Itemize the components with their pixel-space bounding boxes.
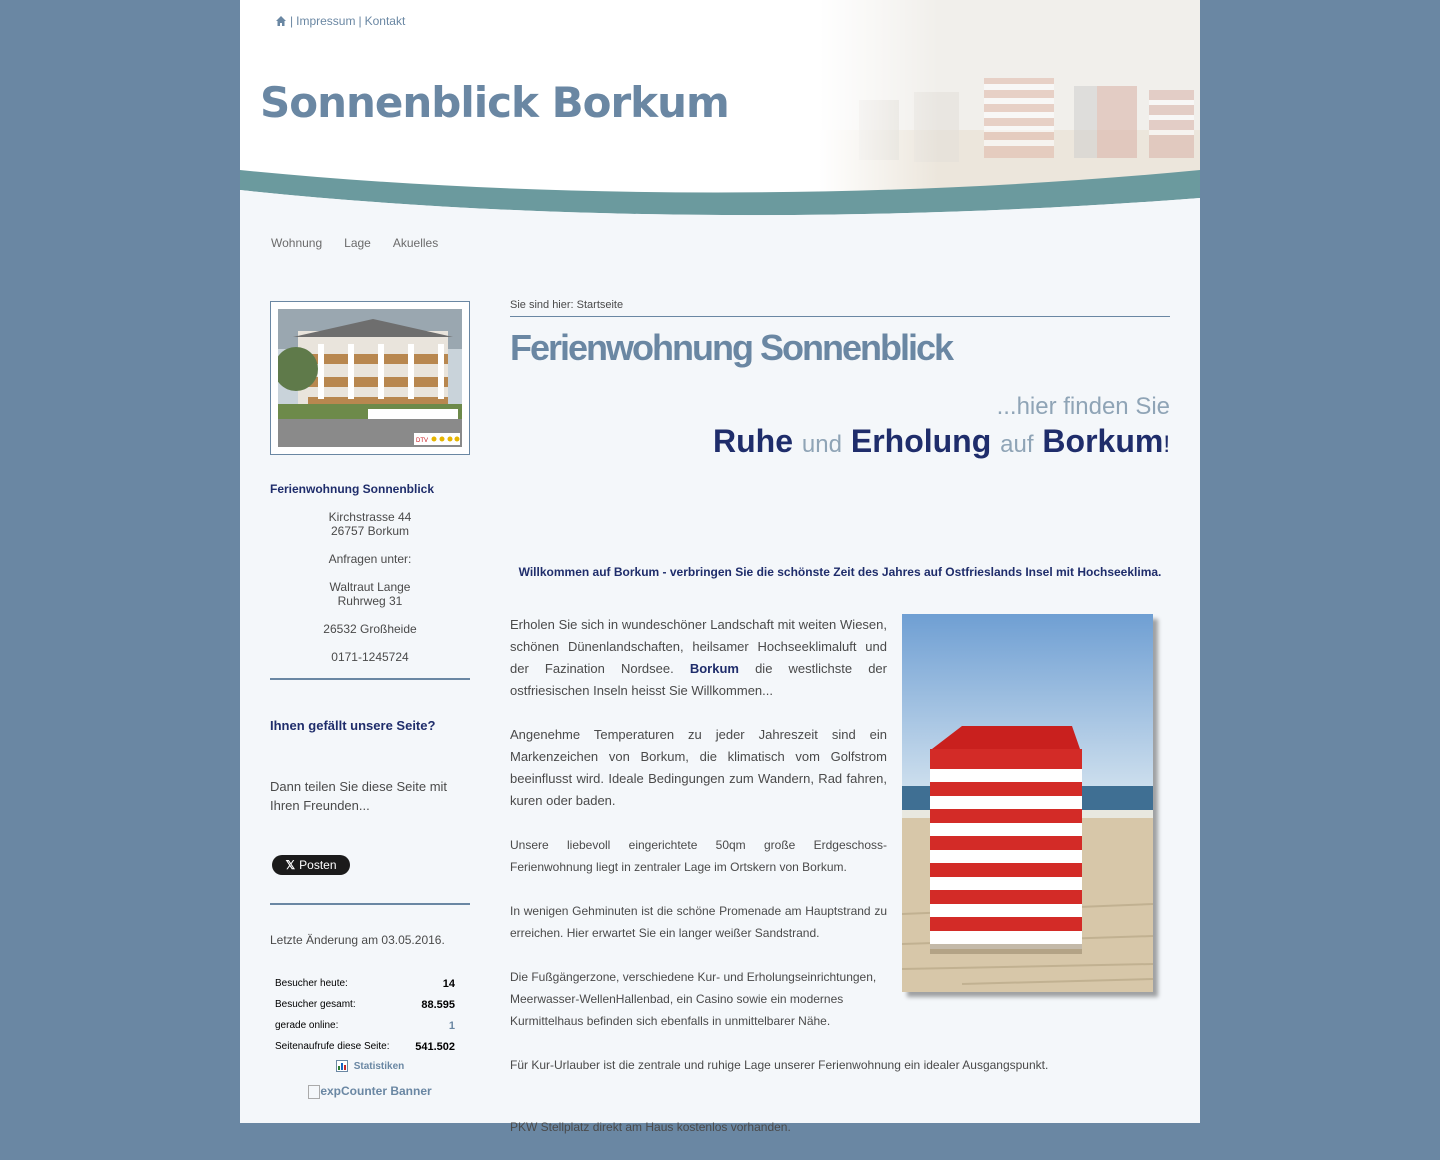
topnav-separator: | — [290, 14, 294, 28]
stat-label: Seitenaufrufe diese Seite: — [275, 1041, 390, 1052]
contact-name: Waltraut Lange — [329, 580, 411, 594]
tweet-button[interactable] — [272, 855, 350, 875]
nav-item-lage[interactable]: Lage — [344, 236, 371, 250]
nav-item-wohnung[interactable]: Wohnung — [271, 236, 323, 250]
body-columns — [510, 614, 1170, 1032]
counter-banner[interactable] — [270, 1084, 470, 1099]
page — [240, 0, 1200, 1134]
phone-number: 0171-1245724 — [331, 650, 409, 664]
paragraph: Angenehme Temperaturen zu jeder Jahreszeit sind ein Markenzeichen von Borkum, die klimatisch vom Golfstrom beeinflusst wird. Ideale Bedingungen zum Wandern, Rad fahren, kuren oder baden. — [510, 727, 887, 808]
paragraph: In wenigen Gehminuten ist die schöne Promenade am Hauptstrand zu erreichen. Hier erwartet Sie ein langer weißer Sandstrand. — [510, 904, 887, 940]
breadcrumb: Sie sind hier: Startseite — [510, 299, 1170, 317]
tagline-word: Ruhe — [713, 423, 794, 459]
tagline-word: und — [801, 431, 842, 458]
nav-item-akuelles[interactable]: Akuelles — [392, 236, 439, 250]
stat-value: 14 — [442, 977, 455, 990]
tagline-intro: ...hier finden Sie — [996, 393, 1170, 420]
house-photo[interactable] — [278, 309, 462, 447]
stat-label: gerade online: — [275, 1020, 339, 1031]
visitor-stats — [270, 973, 470, 1099]
stat-value: 88.595 — [421, 998, 455, 1011]
dtv-badge: DTV — [416, 438, 428, 444]
paragraph: Die Fußgängerzone, verschiedene Kur- und Erholungseinrichtungen, Meerwasser-WellenHallenbad, ein Casino sowie ein modernes Kurmittelhaus befinden sich ebenfalls in unmittelbarer Nähe. — [510, 970, 877, 1028]
stat-row — [270, 973, 470, 994]
sidebar-property-name: Ferienwohnung Sonnenblick — [270, 482, 435, 496]
contact-street: Ruhrweg 31 — [337, 594, 403, 608]
header-wave-divider — [240, 160, 1200, 220]
house-photo-frame — [270, 301, 470, 455]
sidebar-divider — [270, 678, 470, 680]
stat-row — [270, 1036, 470, 1057]
city: 26757 Borkum — [330, 524, 410, 538]
paragraph: Unsere liebevoll eingerichtete 50qm große Erdgeschoss-Ferienwohnung liegt in zentraler Lage im Ortskern von Borkum. — [510, 838, 887, 874]
statistics-link-label: Statistiken — [353, 1060, 405, 1072]
topnav-separator: | — [358, 14, 362, 28]
paragraph: Für Kur-Urlauber ist die zentrale und ruhige Lage unserer Ferienwohnung ein idealer Ausgangspunkt. — [510, 1058, 1049, 1072]
tagline-word: auf — [1000, 431, 1034, 458]
share-heading: Ihnen gefällt unsere Seite? — [270, 718, 436, 733]
paragraph: PKW Stellplatz direkt am Haus kostenlos vorhanden. — [510, 1120, 791, 1134]
street: Kirchstrasse 44 — [328, 510, 412, 524]
bar-chart-icon — [336, 1060, 348, 1072]
stat-row — [270, 1015, 470, 1036]
top-navigation — [275, 14, 405, 28]
tagline-exclamation: ! — [1163, 431, 1170, 458]
sidebar-address — [270, 510, 470, 664]
stat-label: Besucher gesamt: — [275, 999, 356, 1010]
text-column — [510, 614, 887, 1032]
broken-image-icon — [308, 1085, 320, 1099]
kontakt-link[interactable]: Kontakt — [364, 14, 406, 28]
paragraph: Erholen Sie sich in wundeschöner Landschaft mit weiten Wiesen, schönen Dünenlandschaften, heilsamer Hochseeklimaluft und der Fazination Nordsee. Borkum die westlichste der ostfriesischen Inseln heisst Sie Willkommen... — [510, 617, 887, 698]
tagline-word: Borkum — [1042, 423, 1164, 459]
last-change-text: Letzte Änderung am 03.05.2016. — [270, 933, 445, 947]
home-icon[interactable] — [275, 15, 287, 27]
tagline-word: Erholung — [850, 423, 992, 459]
impressum-link[interactable]: Impressum — [296, 14, 356, 28]
stat-row — [270, 994, 470, 1015]
welcome-text: Willkommen auf Borkum - verbringen Sie die schönste Zeit des Jahres auf Ostfrieslands Insel mit Hochseeklima. — [518, 565, 1162, 579]
statistics-link[interactable] — [270, 1060, 470, 1072]
page-title: Ferienwohnung Sonnenblick — [510, 327, 953, 368]
x-logo-icon: 𝕏 — [285, 858, 296, 872]
tweet-button-label: Posten — [299, 858, 337, 872]
stat-value: 541.502 — [415, 1040, 455, 1053]
banner-alt-text: expCounter Banner — [320, 1084, 432, 1098]
inquiries-label: Anfragen unter: — [328, 552, 412, 566]
sidebar — [270, 301, 470, 1099]
beach-chair-photo[interactable] — [902, 614, 1153, 992]
contact-city: 26532 Großheide — [323, 622, 417, 636]
sidebar-divider — [270, 903, 470, 905]
tagline-main — [510, 423, 1170, 460]
borkum-highlight: Borkum — [689, 661, 739, 676]
main-content — [510, 299, 1170, 1160]
stat-value: 1 — [448, 1019, 455, 1032]
share-text: Dann teilen Sie diese Seite mit Ihren Freunden... — [270, 779, 448, 813]
main-navigation — [271, 236, 438, 250]
stat-label: Besucher heute: — [275, 978, 348, 989]
site-title[interactable]: Sonnenblick Borkum — [260, 78, 729, 127]
